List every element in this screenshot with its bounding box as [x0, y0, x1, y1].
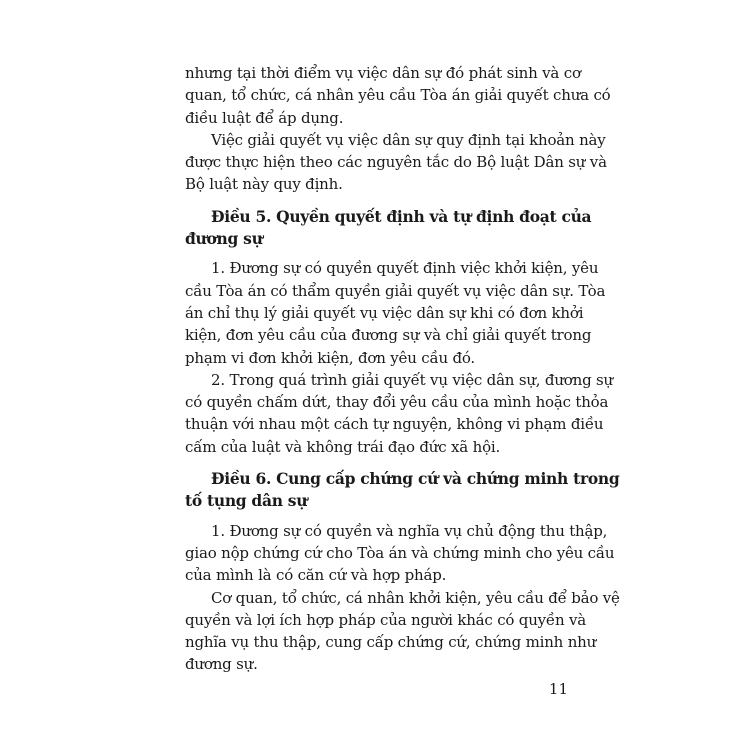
paragraph-continuation [185, 62, 611, 129]
text-line: Bộ luật này quy định. [185, 175, 343, 194]
text-line: quan, tổ chức, cá nhân yêu cầu Tòa án giải quyết chưa có [185, 86, 611, 105]
paragraph-application-principles [185, 129, 607, 196]
article-6-clause-1 [185, 520, 615, 587]
text-line: điều luật để áp dụng. [185, 108, 344, 127]
text-line: giao nộp chứng cứ cho Tòa án và chứng minh cho yêu cầu [185, 543, 615, 562]
heading-line: tố tụng dân sự [185, 491, 308, 511]
text-line: nhưng tại thời điểm vụ việc dân sự đó phát sinh và cơ [185, 64, 581, 82]
heading-line: Điều 6. Cung cấp chứng cứ và chứng minh trong [211, 469, 620, 489]
page-number: 11 [548, 680, 568, 698]
text-line: được thực hiện theo các nguyên tắc do Bộ luật Dân sự và [185, 153, 607, 172]
text-line: thuận với nhau một cách tự nguyện, không vi phạm điều [185, 415, 604, 434]
page-body [185, 62, 620, 676]
text-line: cầu Tòa án có thẩm quyền giải quyết vụ việc dân sự. Tòa [185, 281, 606, 300]
heading-line: đương sự [185, 229, 263, 249]
text-line: 2. Trong quá trình giải quyết vụ việc dân sự, đương sự [211, 370, 614, 389]
article-6-clause-1-continued [185, 587, 620, 676]
text-line: nghĩa vụ thu thập, cung cấp chứng cứ, chứng minh như [185, 633, 597, 652]
text-line: quyền và lợi ích hợp pháp của người khác có quyền và [185, 610, 587, 629]
text-line: 1. Đương sự có quyền quyết định việc khởi kiện, yêu [211, 259, 599, 278]
article-5-heading [185, 206, 592, 251]
article-5-clause-2 [185, 369, 614, 458]
text-line: 1. Đương sự có quyền và nghĩa vụ chủ động thu thập, [211, 521, 608, 540]
text-line: kiện, đơn yêu cầu của đương sự và chỉ giải quyết trong [185, 326, 592, 345]
text-line: phạm vi đơn khởi kiện, đơn yêu cầu đó. [185, 348, 476, 367]
text-line: Việc giải quyết vụ việc dân sự quy định tại khoản này [211, 130, 606, 149]
article-6-heading [185, 468, 620, 513]
text-line: cấm của luật và không trái đạo đức xã hội. [185, 437, 501, 456]
text-line: đương sự. [185, 655, 258, 674]
text-line: có quyền chấm dứt, thay đổi yêu cầu của mình hoặc thỏa [185, 393, 609, 412]
heading-line: Điều 5. Quyền quyết định và tự định đoạt của [211, 206, 592, 226]
text-line: án chỉ thụ lý giải quyết vụ việc dân sự khi có đơn khởi [185, 303, 584, 322]
text-line: Cơ quan, tổ chức, cá nhân khởi kiện, yêu cầu để bảo vệ [211, 588, 620, 607]
text-line: của mình là có căn cứ và hợp pháp. [185, 566, 447, 585]
article-5-clause-1 [185, 257, 606, 368]
